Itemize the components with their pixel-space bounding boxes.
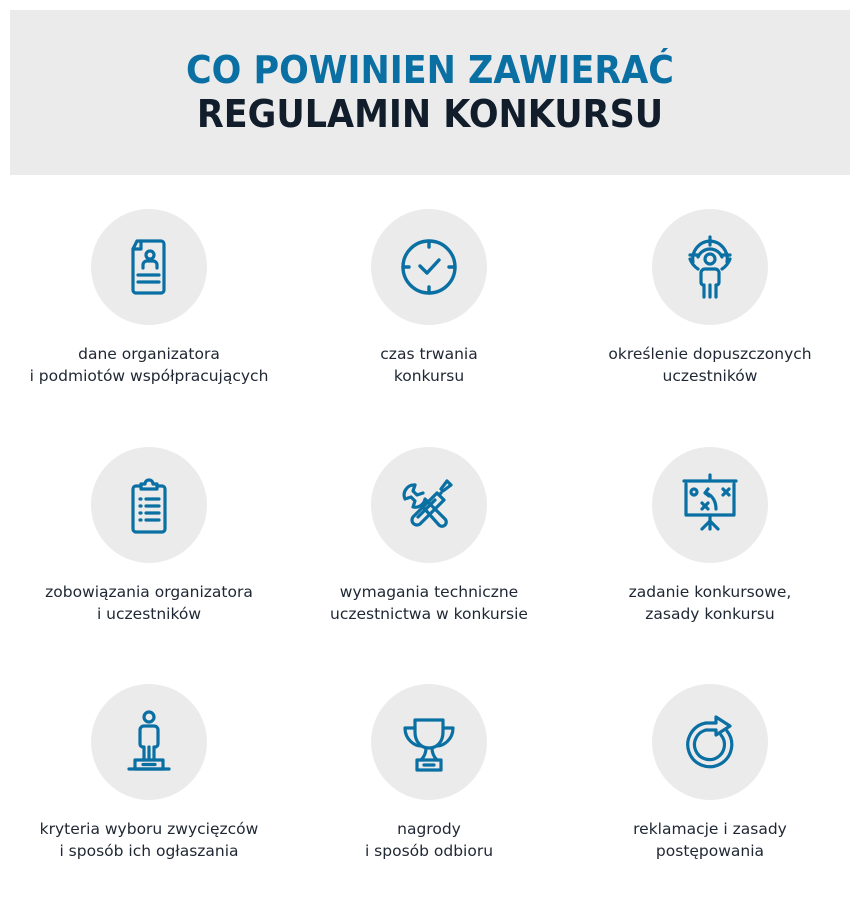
item-label: nagrody i sposób odbioru xyxy=(364,820,494,860)
item-label: określenie dopuszczonych uczestników xyxy=(608,345,812,385)
wrench-screwdriver-icon xyxy=(391,467,467,543)
item-label: kryteria wyboru zwycięzców i sposób ich ogłaszania xyxy=(39,820,259,860)
icon-circle xyxy=(652,684,768,800)
icon-circle xyxy=(91,684,207,800)
item-label: czas trwania konkursu xyxy=(380,345,478,385)
item-duration xyxy=(289,209,569,409)
item-label: dane organizatora i podmiotów współpracujących xyxy=(29,345,269,385)
icon-circle xyxy=(371,684,487,800)
item-label: zadanie konkursowe, zasady konkursu xyxy=(628,583,792,623)
document-profile-icon xyxy=(111,229,187,305)
refresh-arrow-icon xyxy=(672,704,748,780)
icon-circle xyxy=(91,209,207,325)
item-tech-requirements xyxy=(289,447,569,647)
item-complaints xyxy=(570,684,850,884)
item-prizes xyxy=(289,684,569,884)
item-label: wymagania techniczne uczestnictwa w konkursie xyxy=(330,583,528,623)
statue-pedestal-icon xyxy=(111,704,187,780)
icon-circle xyxy=(652,209,768,325)
icon-circle xyxy=(91,447,207,563)
person-target-icon xyxy=(672,229,748,305)
item-obligations xyxy=(9,447,289,647)
item-organizer-data xyxy=(9,209,289,409)
icon-circle xyxy=(371,209,487,325)
trophy-icon xyxy=(391,704,467,780)
clipboard-list-icon xyxy=(111,467,187,543)
item-participants xyxy=(570,209,850,409)
title-line-2: REGULAMIN KONKURSU xyxy=(196,92,664,136)
clock-check-icon xyxy=(391,229,467,305)
item-winner-criteria xyxy=(9,684,289,884)
item-label: reklamacje i zasady postępowania xyxy=(633,820,787,860)
item-label: zobowiązania organizatora i uczestników xyxy=(45,583,253,623)
title-line-1: CO POWINIEN ZAWIERAĆ xyxy=(186,48,674,92)
icon-circle xyxy=(652,447,768,563)
header-banner xyxy=(10,10,850,175)
icon-circle xyxy=(371,447,487,563)
strategy-board-icon xyxy=(672,467,748,543)
item-contest-task xyxy=(570,447,850,647)
